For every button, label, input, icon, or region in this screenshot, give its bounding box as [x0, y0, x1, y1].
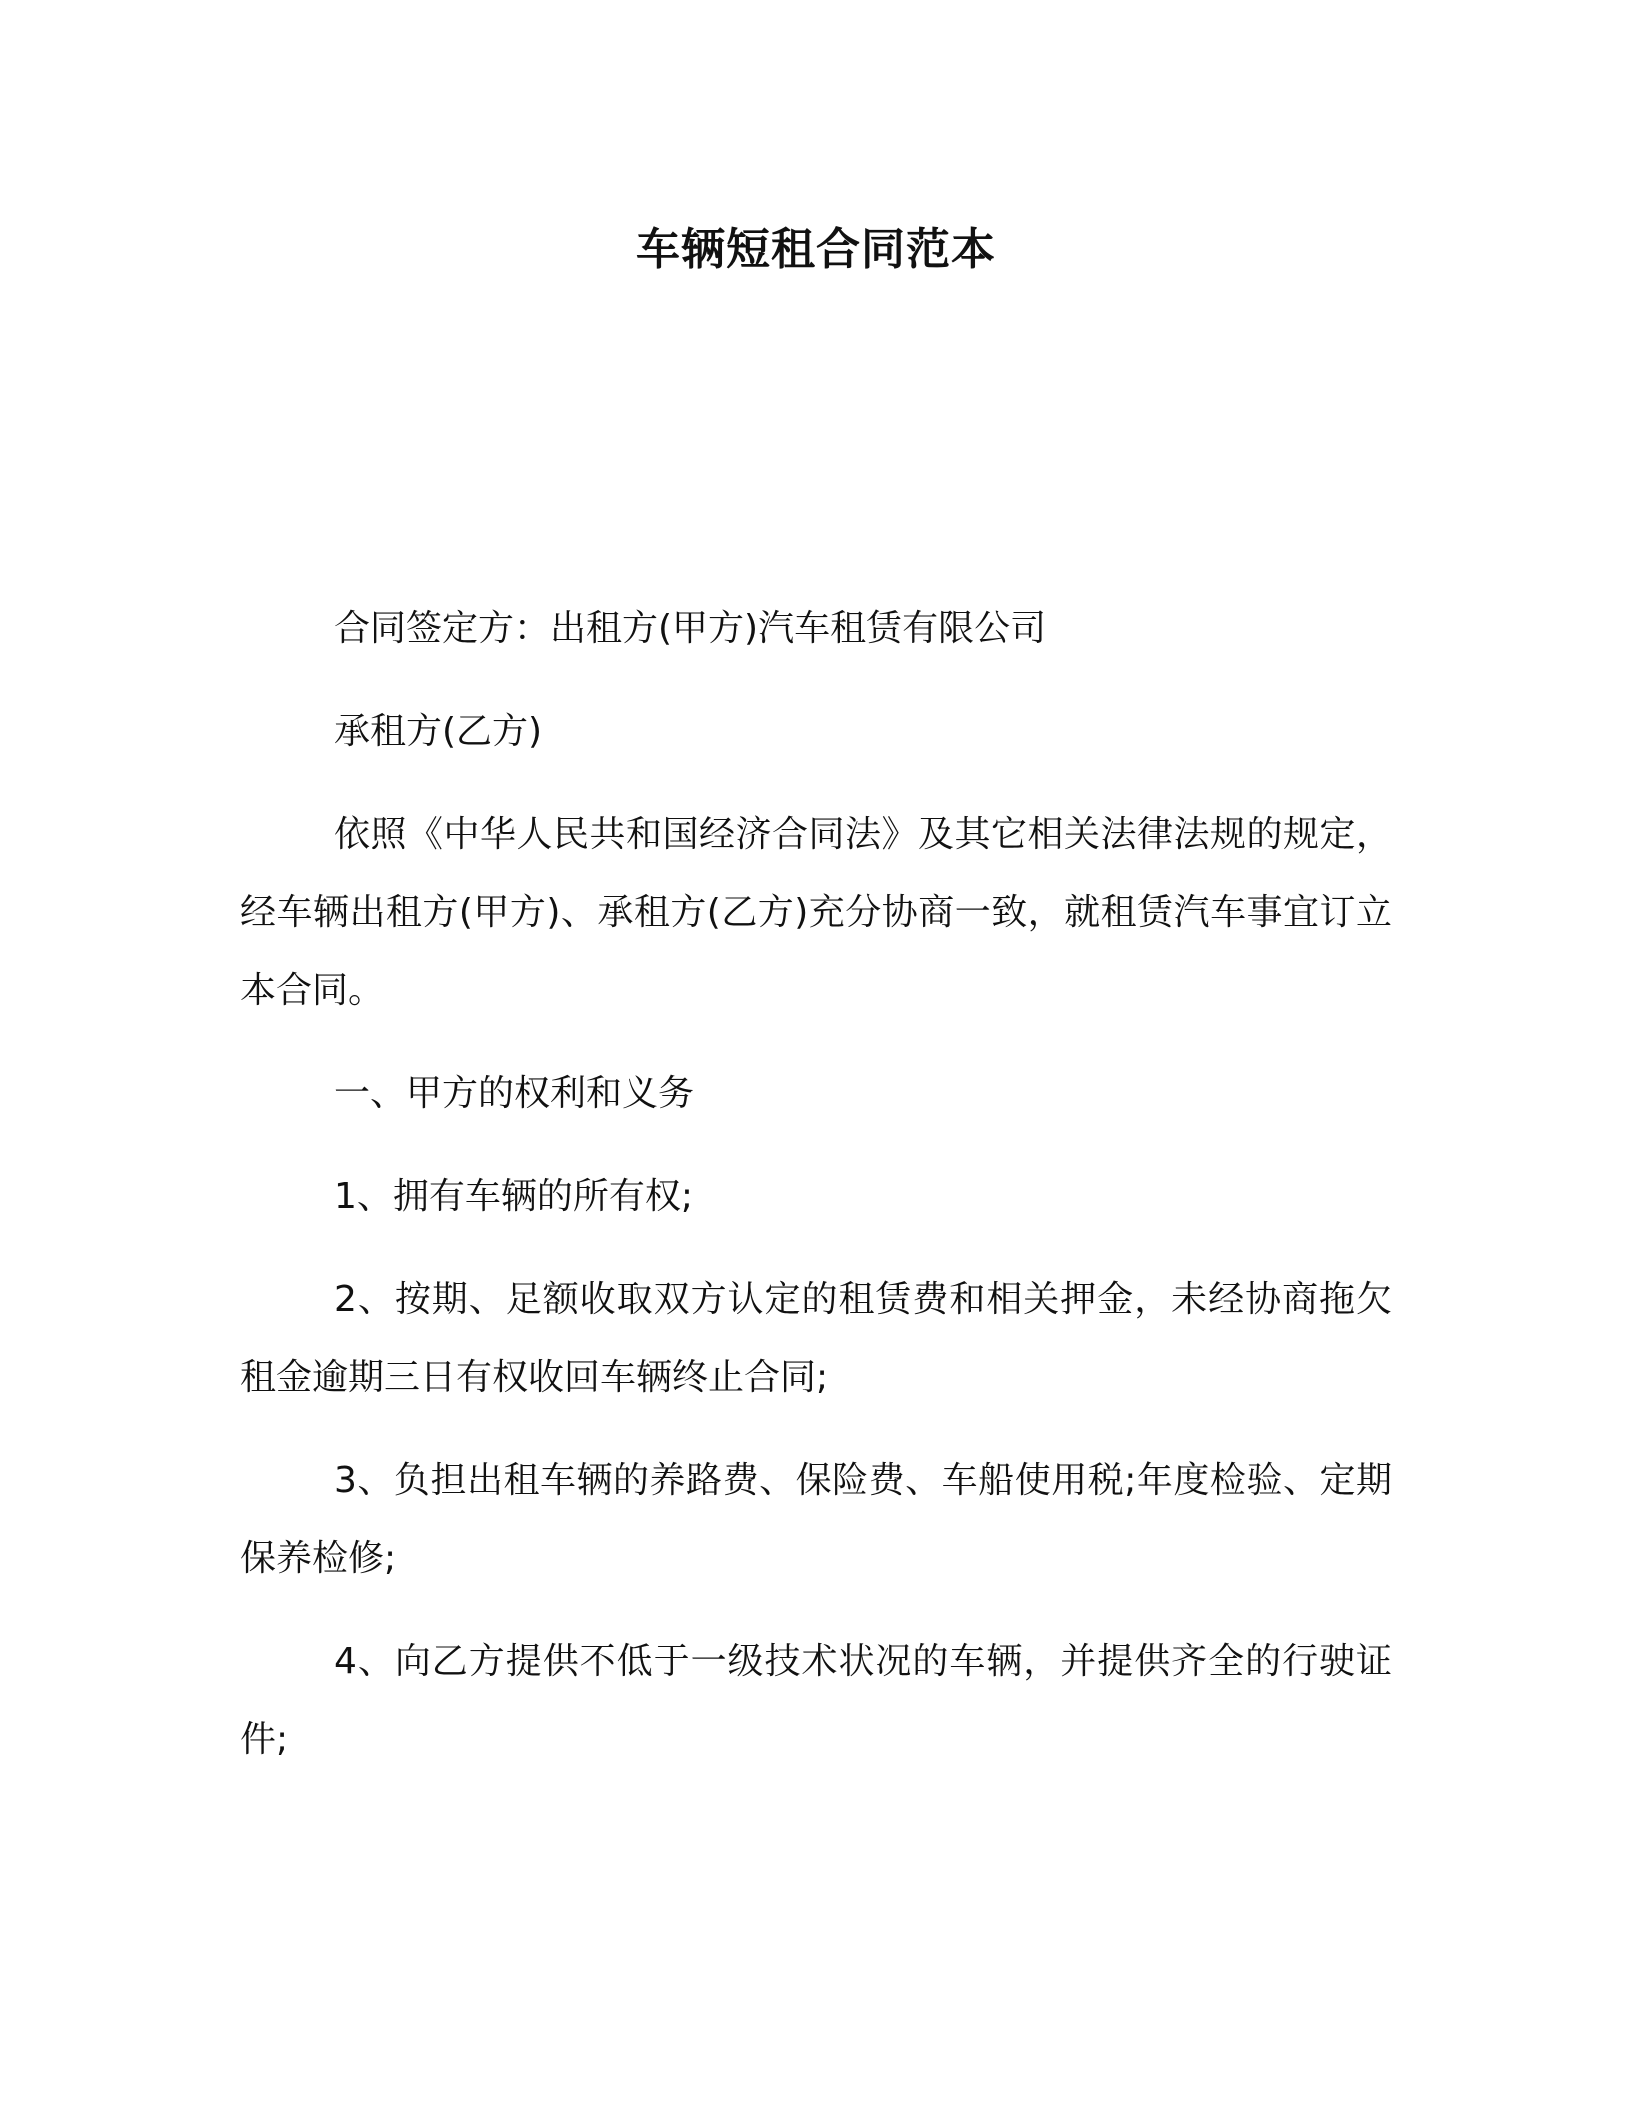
clause-1: 1、拥有车辆的所有权; [334, 1176, 694, 1217]
section-heading-party-a: 一、甲方的权利和义务 [334, 1073, 695, 1114]
contract-party-lessee: 承租方(乙方) [334, 711, 543, 752]
clause-3: 3、负担出租车辆的养路费、保险费、车船使用税;年度检验、定期保养检修; [240, 1460, 1392, 1579]
clause-2: 2、按期、足额收取双方认定的租赁费和相关押金，未经协商拖欠租金逾期三日有权收回车辆终止合同; [240, 1279, 1392, 1398]
document-title: 车辆短租合同范本 [636, 224, 996, 275]
contract-preamble: 依照《中华人民共和国经济合同法》及其它相关法律法规的规定，经车辆出租方(甲方)、承租方(乙方)充分协商一致，就租赁汽车事宜订立本合同。 [240, 814, 1392, 1011]
contract-party-lessor: 合同签定方：出租方(甲方)汽车租赁有限公司 [334, 608, 1047, 649]
clause-4: 4、向乙方提供不低于一级技术状况的车辆，并提供齐全的行驶证件; [240, 1641, 1392, 1760]
document-body [240, 590, 1392, 1804]
